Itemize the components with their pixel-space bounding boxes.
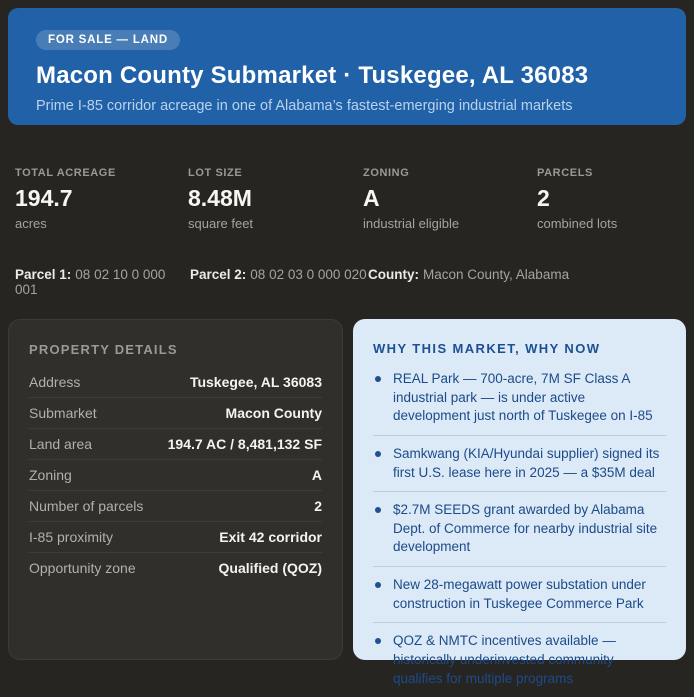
market-bullet [373,566,666,622]
county-info [368,267,694,297]
parcel-value: 08 02 10 0 000 001 [15,267,166,297]
status-badge: FOR SALE — LAND [36,30,180,50]
bullet-text: $2.7M SEEDS grant awarded by Alabama Dept. of Commerce for nearby industrial site development [393,502,658,555]
detail-row-address [29,367,322,398]
stat-label: LOT SIZE [188,167,243,179]
stat-value: 194.7 [15,185,73,211]
detail-label: Land area [29,436,93,452]
market-bullet [373,491,666,566]
stat-sublabel: acres [15,216,47,231]
stat-value: 8.48M [188,185,252,211]
parcel-2-id [190,267,368,297]
cards-row [8,319,686,686]
bullet-dot-icon [375,638,381,644]
detail-label: Zoning [29,467,72,483]
stat-sublabel: industrial eligible [363,216,460,231]
market-highlights-card [353,319,686,686]
stat-total-acreage [15,167,188,231]
bullet-text: Samkwang (KIA/Hyundai supplier) signed its first U.S. lease here in 2025 — a $35M deal [393,445,660,480]
parcel-id-row [0,267,694,297]
detail-row-opportunity-zone [29,553,322,583]
detail-row-number-of-parcels [29,491,322,522]
header-card [8,8,686,125]
county-label: County: [368,267,419,282]
detail-row-zoning [29,460,322,491]
detail-value: Qualified (QOZ) [218,560,322,576]
county-value: Macon County, Alabama [423,267,570,282]
detail-label: Number of parcels [29,498,144,514]
detail-label: Submarket [29,405,97,421]
parcel-1-id [15,267,190,297]
stat-sublabel: combined lots [537,216,618,231]
detail-label: I-85 proximity [29,529,114,545]
property-details-card [8,319,343,660]
detail-value: A [311,467,322,483]
bullet-dot-icon [375,451,381,457]
market-bullet [373,370,666,435]
detail-label: Opportunity zone [29,560,136,576]
parcel-value: 08 02 03 0 000 020 [250,267,367,282]
bullet-dot-icon [375,376,381,382]
stat-value: A [363,185,380,211]
market-bullet-list [373,370,666,697]
bullet-text: New 28-megawatt power substation under construction in Tuskegee Commerce Park [393,577,646,611]
stat-label: TOTAL ACREAGE [15,167,116,179]
page-title: Macon County Submarket · Tuskegee, AL 36083 [36,62,589,89]
bullet-text: REAL Park — 700-acre, 7M SF Class A industrial park — is under active development just north of Tuskegee on I-85 [393,371,653,424]
market-bullet [373,622,666,697]
detail-value: Tuskegee, AL 36083 [189,374,322,390]
stat-parcels [537,167,694,231]
detail-label: Address [29,374,81,390]
detail-value: Macon County [225,405,322,421]
property-details-heading: PROPERTY DETAILS [29,342,178,357]
bullet-dot-icon [375,582,381,588]
parcel-label: Parcel 2: [190,267,247,282]
detail-value: Exit 42 corridor [219,529,322,545]
detail-row-land-area [29,429,322,460]
bullet-text: QOZ & NMTC incentives available — historically underinvested community qualifies for multiple programs [393,633,616,686]
detail-value: 2 [314,498,322,514]
page-subtitle: Prime I-85 corridor acreage in one of Alabama’s fastest-emerging industrial markets [36,98,573,114]
stat-label: PARCELS [537,167,593,179]
market-bullet [373,435,666,491]
detail-row-submarket [29,398,322,429]
parcel-label: Parcel 1: [15,267,72,282]
stat-zoning [363,167,537,231]
bullet-dot-icon [375,507,381,513]
stat-sublabel: square feet [188,216,254,231]
market-highlights-heading: WHY THIS MARKET, WHY NOW [373,341,601,356]
stat-value: 2 [537,185,550,211]
detail-row-i85-proximity [29,522,322,553]
stats-row [0,167,694,231]
detail-value: 194.7 AC / 8,481,132 SF [167,436,322,452]
stat-lot-size [188,167,363,231]
stat-label: ZONING [363,167,410,179]
